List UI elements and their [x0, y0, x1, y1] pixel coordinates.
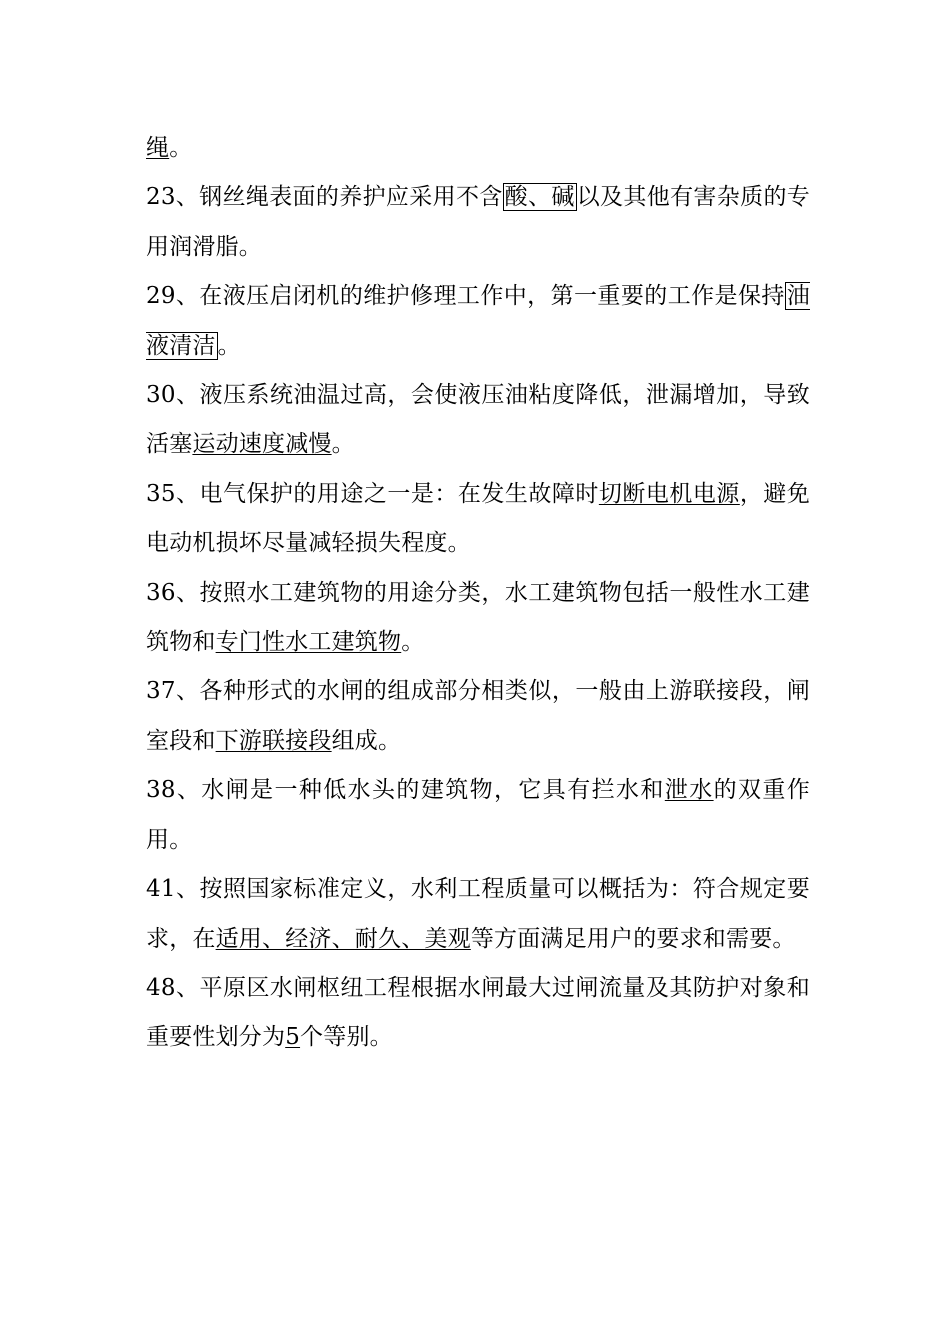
question-48	[146, 964, 810, 1063]
question-text: 37、各种形式的水闸的组成部分相类似，一般由上游联接段，闸室段和	[146, 678, 810, 754]
question-text: ，避免电动机损坏尽量减轻损失程度。	[146, 480, 810, 557]
question-text: 。	[401, 629, 425, 656]
question-text: 组成。	[331, 727, 402, 754]
answer-boxed: 酸、碱	[504, 184, 575, 211]
question-text: 29、在液压启闭机的维护修理工作中，第一重要的工作是保持	[146, 283, 785, 310]
question-35	[146, 470, 810, 569]
question-text: 23、钢丝绳表面的养护应采用不含	[146, 184, 503, 211]
question-36	[146, 569, 810, 668]
answer-underlined: 运动速度减慢	[192, 431, 332, 458]
answer-boxed: 油液清洁	[146, 283, 810, 359]
question-23	[146, 173, 810, 272]
question-30	[146, 371, 810, 470]
document-body	[146, 124, 810, 1063]
question-text: 以及其他有害杂质的专用润滑脂。	[146, 184, 811, 260]
question-text: 等方面满足用户的要求和需要。	[470, 925, 796, 952]
question-text: 36、按照水工建筑物的用途分类，水工建筑物包括一般性水工建筑物和	[146, 579, 810, 656]
text: 。	[169, 135, 193, 161]
question-text: 38、水闸是一种低水头的建筑物，它具有拦水和	[146, 777, 665, 804]
answer-underlined: 绳	[146, 135, 170, 161]
question-41	[146, 865, 810, 964]
answer-underlined: 适用、经济、耐久、美观	[215, 925, 471, 952]
answer-underlined: 下游联接段	[215, 727, 332, 754]
question-text: 35、电气保护的用途之一是：在发生故障时	[146, 480, 599, 507]
answer-underlined: 专门性水工建筑物	[215, 629, 402, 656]
question-text: 30、液压系统油温过高，会使液压油粘度降低，泄漏增加，导致活塞	[146, 382, 810, 458]
question-38	[146, 766, 810, 865]
answer-underlined: 泄水	[664, 777, 714, 804]
question-29	[146, 272, 810, 371]
question-text: 。	[217, 332, 241, 359]
answer-underlined: 5	[285, 1024, 301, 1051]
question-text: 的双重作用。	[146, 777, 810, 853]
paragraph-continued-22	[146, 124, 810, 173]
answer-underlined: 切断电机电源	[598, 480, 740, 507]
question-37	[146, 667, 810, 766]
question-text: 个等别。	[300, 1024, 393, 1051]
question-text: 。	[331, 431, 355, 458]
question-text: 48、平原区水闸枢纽工程根据水闸最大过闸流量及其防护对象和重要性划分为	[146, 974, 810, 1051]
question-text: 41、按照国家标准定义，水利工程质量可以概括为：符合规定要求，在	[146, 876, 810, 952]
